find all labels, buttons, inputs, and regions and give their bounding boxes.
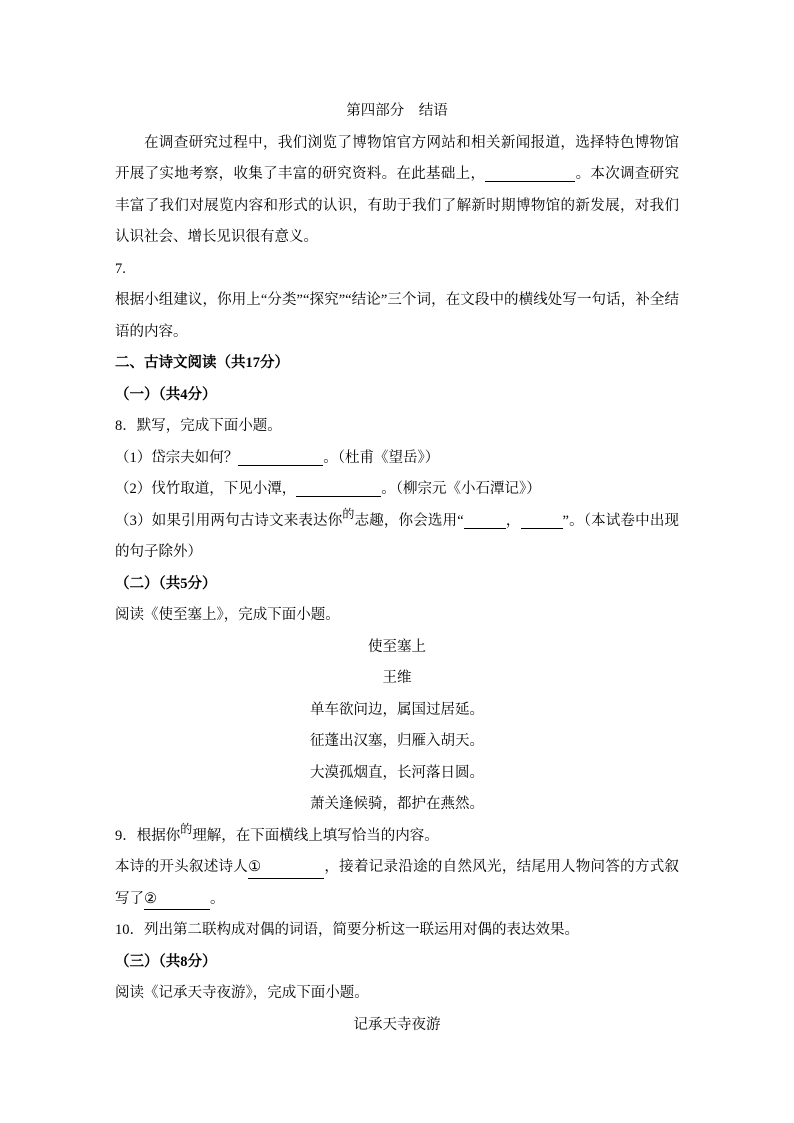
- item-2-source: 。（柳宗元《小石潭记》）: [381, 481, 541, 497]
- item-3-superscript: 的: [342, 506, 355, 521]
- question-8-item-3: [115, 506, 679, 569]
- fill-text-2: ，接着记录沿途的自然风光，结尾用人物问答的方式叙写了: [115, 859, 680, 907]
- poem-line: 萧关逢候骑，都护在燕然。: [310, 796, 484, 812]
- item-2-text: （2）伐竹取道，下见小潭，: [115, 481, 297, 497]
- section-2-heading: 二、古诗文阅读（共17分）: [115, 355, 289, 371]
- answer-blank: [296, 482, 381, 497]
- reading-1-intro: 阅读《使至塞上》，完成下面小题。: [115, 607, 340, 623]
- part-2-heading: （二）（共5分）: [115, 575, 217, 592]
- item-3-text-post: ”。（本试卷中出现的句子除外）: [115, 512, 680, 560]
- question-8-item-1: [115, 443, 679, 475]
- poem-title: 使至塞上: [368, 638, 426, 655]
- answer-blank: [485, 167, 575, 182]
- poem-line: 大漠孤烟直，长河落日圆。: [310, 764, 484, 781]
- question-10-text: 10．列出第二联构成对偶的词语，简要分析这一联运用对偶的表达效果。: [115, 922, 579, 938]
- intro-text-pre: 在调查研究过程中，我们浏览了博物馆官方网站和相关新闻报道，选择特色博物馆开展了实地考察，收集了丰富的研究资料。在此基础上，: [115, 134, 679, 182]
- question-9-stem: [115, 821, 679, 853]
- poem-line: 征蓬出汉塞，归雁入胡天。: [310, 733, 484, 749]
- question-8-item-2: [115, 474, 679, 506]
- reading-2-intro: 阅读《记承天寺夜游》，完成下面小题。: [115, 985, 369, 1001]
- question-9-text-post: 理解，在下面横线上填写恰当的内容。: [192, 827, 439, 844]
- question-9-text-pre: 9．根据你: [115, 827, 181, 844]
- prose-title: 记承天寺夜游: [353, 1016, 441, 1033]
- section-title: 第四部分 结语: [346, 103, 448, 119]
- part-1-heading: （一）（共4分）: [115, 386, 217, 403]
- fill-text-3: 。: [210, 890, 225, 907]
- poem-line: 单车欲问边，属国过居延。: [310, 701, 484, 718]
- item-3-comma: ，: [505, 512, 521, 529]
- answer-blank-2: ②: [144, 890, 210, 911]
- answer-blank: [521, 514, 563, 529]
- question-7-number: 7.: [115, 260, 126, 277]
- question-7-text: 根据小组建议，你用上“分类”“探究”“结论”三个词，在文段中的横线处写一句话，补全结语的内容。: [115, 292, 679, 340]
- part-3-heading: （三）（共8分）: [115, 953, 217, 970]
- item-1-text: （1）岱宗夫如何？: [115, 449, 239, 466]
- item-1-source: 。（杜甫《望岳》）: [323, 449, 440, 466]
- question-9-fill-paragraph: [115, 852, 679, 915]
- answer-blank: [464, 514, 506, 529]
- answer-blank-1: ①: [248, 858, 324, 879]
- fill-text-1: 本诗的开头叙述诗人: [115, 859, 249, 875]
- item-3-text-mid: 志趣，你会选用“: [354, 512, 464, 529]
- question-8-stem: 8．默写，完成下面小题。: [115, 418, 282, 434]
- poem-author: 王维: [382, 670, 412, 686]
- question-9-superscript: 的: [180, 821, 193, 836]
- answer-blank: [238, 451, 323, 466]
- item-3-text-pre: （3）如果引用两句古诗文来表达你: [115, 512, 343, 529]
- intro-text-post: 。本次调查研究丰富了我们对展览内容和形式的认识，有助于我们了解新时期博物馆的新发展，对我们认识社会、增长见识很有意义。: [115, 166, 679, 245]
- intro-paragraph: [115, 128, 679, 254]
